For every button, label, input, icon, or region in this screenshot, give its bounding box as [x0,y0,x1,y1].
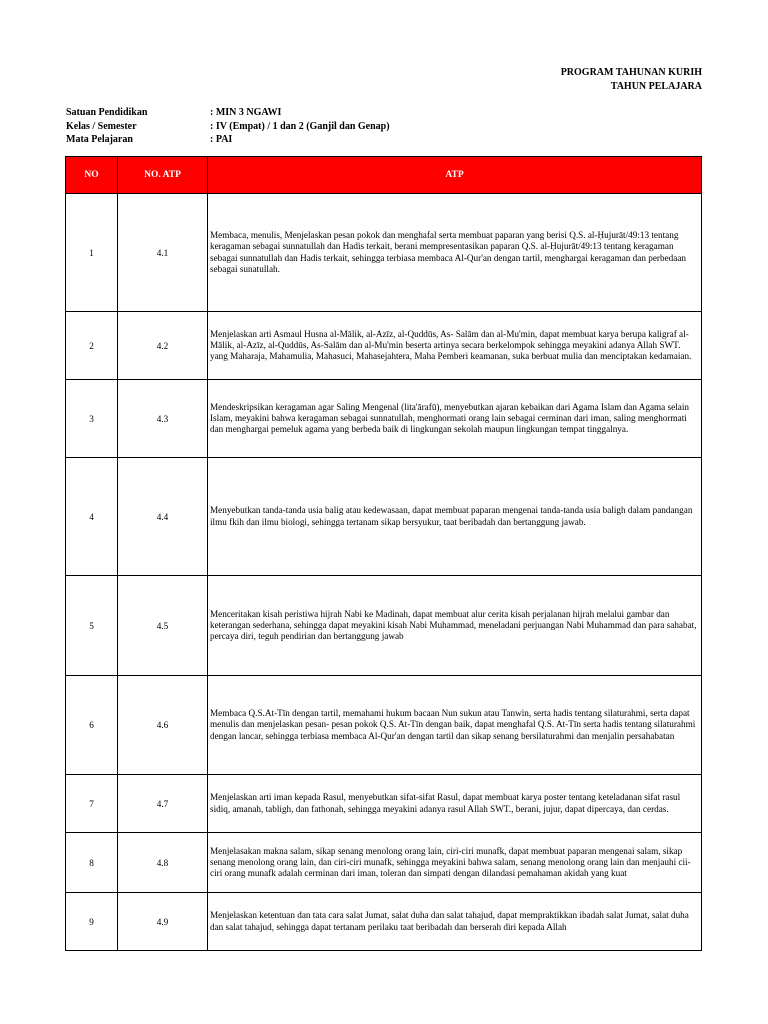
atp-description: Menyebutkan tanda-tanda usia balig atau kedewasaan, dapat membuat paparan mengenai tanda-tanda usia baligh dalam pandangan ilmu fkih dan ilmu biologi, sehingga tertanam sikap bersyukur, taat beribadah dan bertanggung jawab. [208,458,702,576]
atp-description: Mendeskripsikan keragaman agar Saling Mengenal (lita'ārafū), menyebutkan ajaran kebaikan dari Agama Islam dan Agama selain Islam, meyakini bahwa keragaman sebagai sunnatullah, menghormati orang lain sebagai cerminan dari iman, saling menghormati dan menghargai pemeluk agama yang berbeda baik di lingkungan sekolah maupun lingkungan tempat tinggalnya. [208,380,702,458]
row-number: 3 [66,380,118,458]
table-row [66,576,702,676]
meta-label: Mata Pelajaran [66,134,133,145]
meta-row-school [66,106,390,120]
atp-table [65,156,702,951]
document-meta [66,106,390,147]
atp-description: Menjelaskan arti Asmaul Husna al-Mālik, al-Azīz, al-Quddūs, As- Salām dan al-Mu'min, dapat membuat karya berupa kaligraf al-Mālik, al-Azīz, al-Quddūs, As-Salām dan al-Mu'min beserta artinya secara berkelompok sehingga meyakini adanya Allah SWT. yang Maharaja, Mahamulia, Mahasuci, Mahasejahtera, Maha Pemberi keamanan, suka berbuat mulia dan menciptakan kedamaian. [208,312,702,380]
table-row [66,893,702,951]
atp-description: Membaca Q.S.At-Tīn dengan tartil, memahami hukum bacaan Nun sukun atau Tanwin, serta hadis tentang silaturahmi, serta dapat menulis dan menjelaskan pesan- pesan pokok Q.S. At-Tīn dengan baik, dapat menghafal Q.S. At-Tīn serta hadis tentang silaturahmi dengan lancar, sehingga terbiasa membaca Al-Qur'an dengan tartil dan sikap senang bersilaturahmi dan menjalin persahabatan [208,676,702,775]
row-number: 6 [66,676,118,775]
atp-description: Menceritakan kisah peristiwa hijrah Nabi ke Madinah, dapat membuat alur cerita kisah perjalanan hijrah melalui gambar dan keterangan sederhana, sehingga dapat meyakini kisah Nabi Muhammad, meneladani perjuangan Nabi Muhammad dan para sahabat, percaya diri, teguh pendirian dan bertanggung jawab [208,576,702,676]
meta-value: : MIN 3 NGAWI [210,107,282,118]
atp-number: 4.1 [118,194,208,312]
meta-row-subject [66,133,390,147]
meta-label: Kelas / Semester [66,120,137,132]
meta-label: Satuan Pendidikan [66,107,148,118]
meta-row-class [66,120,390,134]
atp-number: 4.7 [118,775,208,833]
column-header-no: NO [66,157,118,194]
atp-description: Menjelaskan ketentuan dan tata cara salat Jumat, salat duha dan salat tahajud, dapat mempraktikkan ibadah salat Jumat, salat duha dan salat tahajud, sehingga dapat tertanam perilaku taat beribadah dan berserah diri kepada Allah [208,893,702,951]
meta-value: : IV (Empat) / 1 dan 2 (Ganjil dan Genap) [210,120,390,132]
row-number: 1 [66,194,118,312]
row-number: 5 [66,576,118,676]
atp-number: 4.4 [118,458,208,576]
atp-number: 4.9 [118,893,208,951]
table-row [66,380,702,458]
row-number: 8 [66,833,118,893]
table-header-row [66,157,702,194]
atp-description: Membaca, menulis, Menjelaskan pesan pokok dan menghafal serta membuat paparan yang berisi Q.S. al-Ḥujurāt/49:13 tentang keragaman sebagai sunnatullah dan Hadis terkait, berani mempresentasikan paparan Q.S. al-Ḥujurāt/49:13 tentang keragaman sebagai sunnatullah dan Hadis terkait, sehingga terbiasa membaca Al-Qur'an dengan tartil, menghargai keragaman dan perbedaan sebagai sunatullah. [208,194,702,312]
atp-number: 4.8 [118,833,208,893]
row-number: 9 [66,893,118,951]
table-row [66,312,702,380]
atp-number: 4.3 [118,380,208,458]
atp-description: Menjelasakan makna salam, sikap senang menolong orang lain, ciri-ciri munafk, dapat membuat paparan mengenai salam, sikap senang menolong orang lain, dan ciri-ciri munafk, sehingga meyakini bahwa salam, senang menolong orang lain dan menjauhi cii-ciri orang munafk adalah cerminan dari iman, toleran dan simpati dengan dilandasi pemahaman akidah yang kuat [208,833,702,893]
row-number: 7 [66,775,118,833]
row-number: 2 [66,312,118,380]
table-row [66,458,702,576]
column-header-atp: ATP [208,157,702,194]
table-row [66,676,702,775]
row-number: 4 [66,458,118,576]
meta-value: : PAI [210,134,233,145]
academic-year-title: TAHUN PELAJARA [610,81,702,92]
column-header-no-atp: NO. ATP [118,157,208,194]
table-row [66,833,702,893]
atp-number: 4.2 [118,312,208,380]
atp-number: 4.6 [118,676,208,775]
atp-description: Menjelaskan arti iman kepada Rasul, menyebutkan sifat-sifat Rasul, dapat membuat karya poster tentang keteladanan sifat rasul sidiq, amanah, tabligh, dan fathonah, sehingga meyakini adanya rasul Allah SWT., berani, jujur, dapat dipercaya, dan cerdas. [208,775,702,833]
atp-number: 4.5 [118,576,208,676]
table-row [66,775,702,833]
table-row [66,194,702,312]
document-title: PROGRAM TAHUNAN KURIH [560,67,702,78]
